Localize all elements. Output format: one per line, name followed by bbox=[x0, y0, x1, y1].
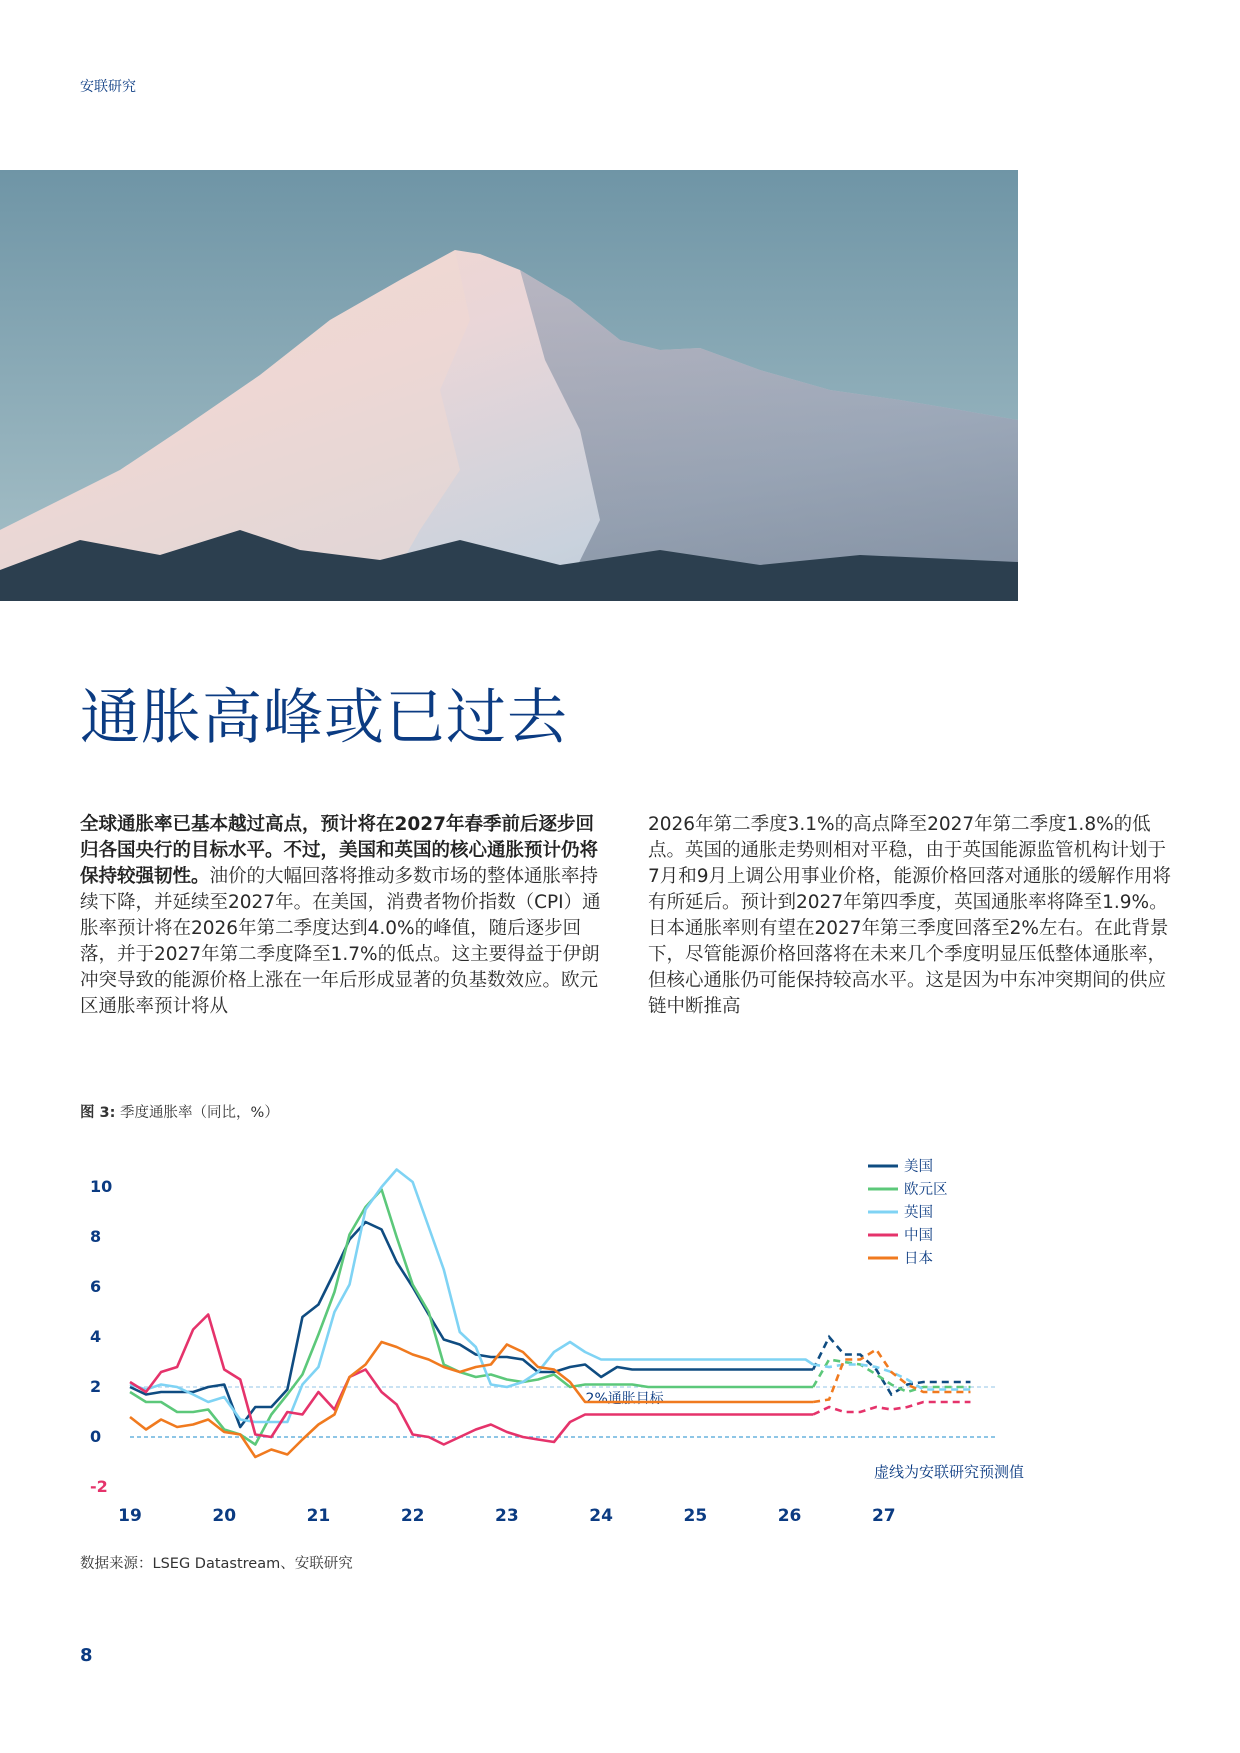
x-tick-label: 27 bbox=[871, 1506, 896, 1526]
article-title: 通胀高峰或已过去 bbox=[80, 683, 568, 753]
series-line-forecast bbox=[813, 1402, 970, 1415]
x-tick-label: 26 bbox=[777, 1506, 802, 1526]
x-tick-label: 20 bbox=[212, 1506, 237, 1526]
reference-line-label: 2%通胀目标 bbox=[585, 1391, 664, 1407]
legend-label: 英国 bbox=[904, 1205, 933, 1221]
x-tick-label: 23 bbox=[495, 1506, 519, 1526]
lead-paragraph: 全球通胀率已基本越过高点，预计将在2027年春季前后逐步回归各国央行的目标水平。不过，美国和英国的核心通胀预计仍将保持较强韧性。 bbox=[80, 814, 599, 887]
legend-label: 中国 bbox=[904, 1228, 933, 1244]
series-line-actual bbox=[130, 1170, 813, 1423]
y-tick-label: 6 bbox=[90, 1277, 102, 1296]
x-tick-label: 19 bbox=[118, 1506, 142, 1526]
y-tick-label: 0 bbox=[90, 1427, 102, 1446]
hero-mountain-image bbox=[0, 170, 1018, 601]
left-body-text: 油价的大幅回落将推动多数市场的整体通胀率持续下降，并延续至2027年。在美国，消费者物价指数（CPI）通胀率预计将在2026年第二季度达到4.0%的峰值，随后逐步回落，并于2027年第二季度降至1.7%的低点。这主要得益于伊朗冲突导致的能源价格上涨在一年后形成显著的负基数效应。欧元区通胀率预计将从 bbox=[80, 866, 601, 1017]
y-tick-label: -2 bbox=[90, 1477, 108, 1496]
y-tick-label: 4 bbox=[90, 1327, 102, 1346]
series-line-actual bbox=[130, 1315, 813, 1445]
x-tick-label: 21 bbox=[306, 1506, 331, 1526]
figure-label: 图 3: bbox=[80, 1105, 116, 1121]
inflation-chart bbox=[78, 1142, 1068, 1542]
y-tick-label: 8 bbox=[90, 1227, 102, 1246]
chart-svg bbox=[78, 1142, 1068, 1542]
x-tick-label: 22 bbox=[400, 1506, 425, 1526]
series-line-actual bbox=[130, 1222, 813, 1427]
legend-label: 欧元区 bbox=[904, 1182, 948, 1198]
figure-caption bbox=[80, 1101, 279, 1122]
brand-label: 安联研究 bbox=[80, 79, 136, 95]
x-tick-label: 24 bbox=[589, 1506, 613, 1526]
y-tick-label: 2 bbox=[90, 1377, 102, 1396]
legend-label: 日本 bbox=[904, 1251, 933, 1267]
page-number: 8 bbox=[80, 1645, 93, 1666]
y-tick-label: 10 bbox=[90, 1177, 113, 1196]
right-column: 2026年第二季度3.1%的高点降至2027年第二季度1.8%的低点。英国的通胀走势则相对平稳，由于英国能源监管机构计划于7月和9月上调公用事业价格，能源价格回落对通胀的缓解作用将有所延后。预计到2027年第四季度，英国通胀率将降至1.9%。日本通胀率则有望在2027年第三季度回落至2%左右。在此背景下，尽管能源价格回落将在未来几个季度明显压低整体通胀率，但核心通胀仍可能保持较高水平。这是因为中东冲突期间的供应链中断推高 bbox=[648, 814, 1172, 1017]
data-source: 数据来源：LSEG Datastream、安联研究 bbox=[80, 1556, 353, 1572]
left-column bbox=[80, 812, 605, 1020]
forecast-annotation: 虚线为安联研究预测值 bbox=[873, 1463, 1024, 1481]
figure-caption-text: 季度通胀率（同比，%） bbox=[120, 1105, 279, 1121]
legend-label: 美国 bbox=[904, 1159, 933, 1175]
x-tick-label: 25 bbox=[683, 1506, 708, 1526]
